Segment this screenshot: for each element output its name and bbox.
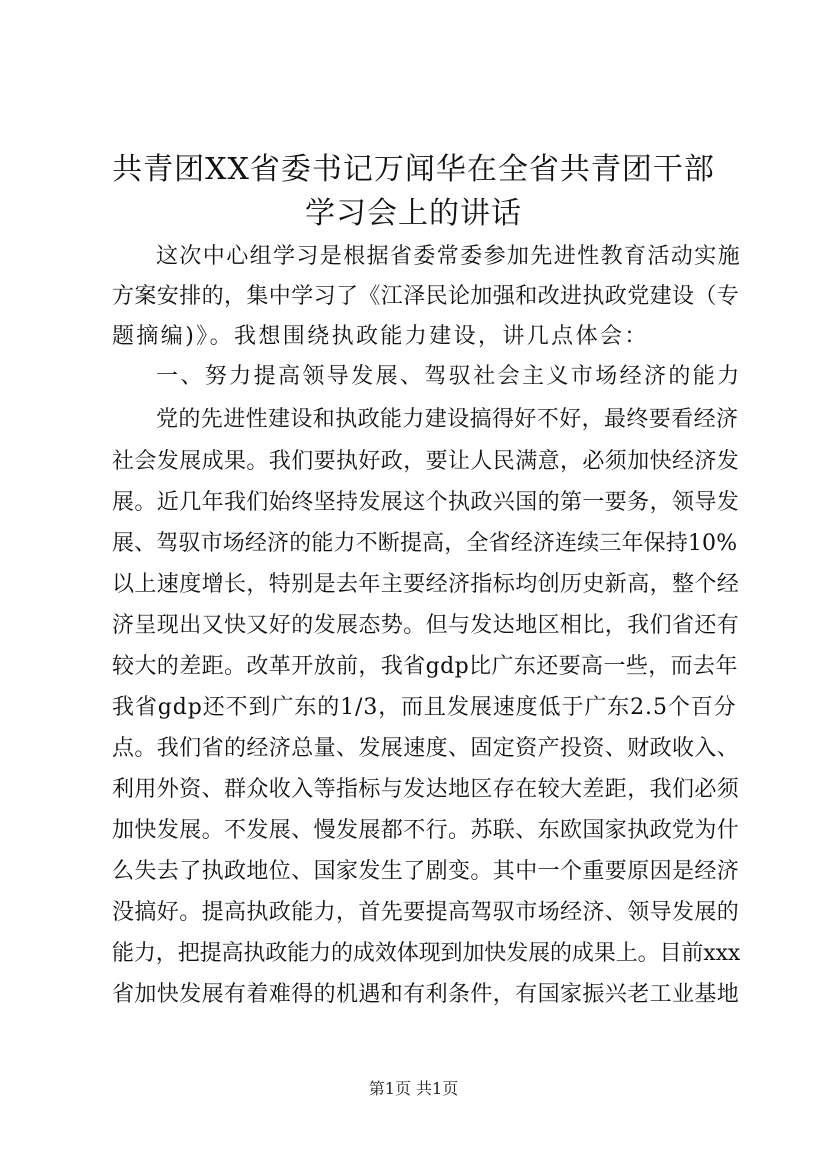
document-title-line-1: 共青团XX省委书记万闻华在全省共青团干部 xyxy=(112,152,715,187)
body-line: 点。我们省的经济总量、发展速度、固定资产投资、财政收入、 xyxy=(112,736,740,761)
body-line: 能力，把提高执政能力的成效体现到加快发展的成果上。目前xxx xyxy=(112,941,741,966)
body-line: 省加快发展有着难得的机遇和有利条件，有国家振兴老工业基地 xyxy=(112,982,740,1007)
body-line: 社会发展成果。我们要执好政，要让人民满意，必须加快经济发 xyxy=(112,449,740,474)
body-line: 以上速度增长，特别是去年主要经济指标均创历史新高，整个经 xyxy=(112,572,740,597)
body-line: 这次中心组学习是根据省委常委参加先进性教育活动实施 xyxy=(156,244,742,269)
body-line: 党的先进性建设和执政能力建设搞得好不好，最终要看经济 xyxy=(156,407,739,432)
body-line: 题摘编)》。我想围绕执政能力建设，讲几点体会： xyxy=(112,324,649,349)
page-number-footer: 第1页 共1页 xyxy=(368,1079,459,1098)
body-line: 方案安排的，集中学习了《江泽民论加强和改进执政党建设（专 xyxy=(112,284,740,309)
body-line: 我省gdp还不到广东的1/3，而且发展速度低于广东2.5个百分 xyxy=(112,695,737,720)
body-line: 么失去了执政地位、国家发生了剧变。其中一个重要原因是经济 xyxy=(112,859,740,884)
section-heading: 一、努力提高领导发展、驾驭社会主义市场经济的能力 xyxy=(156,364,742,389)
body-line: 展。近几年我们始终坚持发展这个执政兴国的第一要务，领导发 xyxy=(112,490,740,515)
body-line: 较大的差距。改革开放前，我省gdp比广东还要高一些，而去年 xyxy=(112,654,738,679)
body-line: 没搞好。提高执政能力，首先要提高驾驭市场经济、领导发展的 xyxy=(112,900,740,925)
body-line: 展、驾驭市场经济的能力不断提高，全省经济连续三年保持10% xyxy=(112,531,738,556)
body-line: 加快发展。不发展、慢发展都不行。苏联、东欧国家执政党为什 xyxy=(112,818,740,843)
document-title-line-2: 学习会上的讲话 xyxy=(305,196,522,231)
body-line: 利用外资、群众收入等指标与发达地区存在较大差距，我们必须 xyxy=(112,777,740,802)
body-line: 济呈现出又快又好的发展态势。但与发达地区相比，我们省还有 xyxy=(112,613,740,638)
